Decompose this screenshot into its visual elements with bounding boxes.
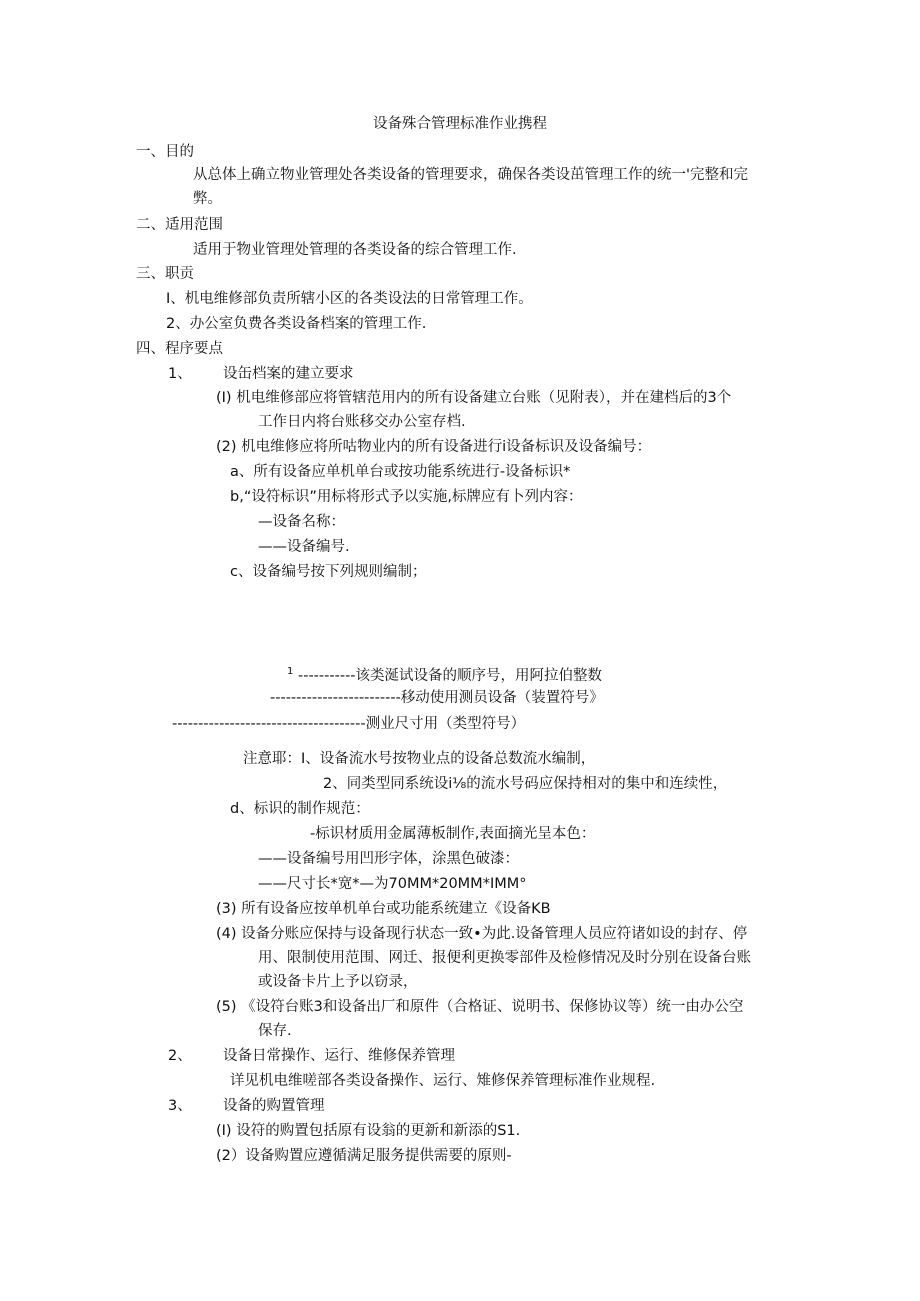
point-1-number: 1、 — [168, 366, 192, 382]
section-2-heading: 二、适用范围 — [136, 217, 223, 233]
code-marker: 1 — [287, 666, 294, 677]
point-2-text: 详见机电维嗟部各类设备操作、运行、雉修保养管理标准作业规程. — [230, 1073, 656, 1089]
section-1-heading: 一、目的 — [136, 144, 194, 160]
point-2-title: 设备日常操作、运行、维修保养管理 — [223, 1048, 455, 1064]
point-1-item-1-line-2: 工作日内将台账移交办公室存档. — [258, 414, 466, 430]
section-3-heading: 三、职贡 — [136, 266, 194, 282]
point-3-number: 3、 — [168, 1098, 192, 1114]
point-1-item-3: (3) 所有设备应按单机单台或功能系统建立《设备KB — [216, 901, 551, 917]
point-1-sub-c: c、设备编号按下列规则编制； — [230, 564, 427, 580]
point-1-sub-b-item-1: —设备名称： — [258, 514, 345, 530]
point-1-item-4-line-3: 或设备卡片上予以窃录， — [258, 974, 418, 990]
point-3-title: 设备的购置管理 — [223, 1098, 325, 1114]
point-1-sub-d: d、标识的制作规范： — [230, 801, 370, 817]
section-2-text: 适用于物业管理处管理的各类设备的综合管理工作. — [193, 242, 517, 258]
point-1-sub-a: a、所有设备应单机单台或按功能系统进行-设备标识* — [230, 464, 571, 480]
section-1-text-line-1: 从总体上确立物业管理处各类设备的管理要求，确保各类设茁管理工作的统一'完整和完 — [193, 167, 748, 183]
code-line-1-text: -----------该类涎试设备的顺序号，用阿拉伯整数 — [297, 668, 603, 684]
point-3-item-2: (2）设备购置应遵循满足服务提供需要的原则- — [216, 1148, 512, 1164]
section-3-item-1: I、机电维修部负责所辖小区的各类设法的日常管理工作。 — [166, 291, 533, 307]
section-3-item-2: 2、办公室负费各类设备档案的管理工作. — [166, 316, 427, 332]
point-1-item-4-line-2: 用、限制使用范围、网迁、报便利更换零部件及检修情况及时分别在设备台账 — [258, 950, 751, 966]
point-1-title: 设缶档案的建立要求 — [223, 366, 354, 382]
point-3-item-1: (I) 设符的购置包括原有设翁的更新和新添的S1. — [216, 1123, 521, 1139]
note-1: 注意耶：I、设备流水号按物业点的设备总数流水编制， — [243, 751, 596, 767]
point-1-sub-b: b,“设符标识”用标将形式予以实施,标牌应有卜列内容： — [230, 489, 583, 505]
point-1-sub-b-item-2: ——设备编号. — [258, 539, 350, 555]
point-1-item-2: (2) 机电维修应将所咕物业内的所有设备进行i设备标识及设备编号： — [216, 439, 652, 455]
point-1-sub-d-item-1: -标识材质用金属薄板制作,表面摘光呈本色： — [310, 826, 596, 842]
point-1-item-1-line-1: (I) 机电维修部应将管辖范用内的所有设备建立台账（见附表），并在建档后的3个 — [216, 390, 732, 406]
point-1-item-5-line-2: 保存. — [258, 1023, 292, 1039]
point-1-item-5-line-1: (5) 《设符台账3和设备出厂和原件（合格证、说明书、保修协议等）统一由办公空 — [216, 999, 744, 1015]
code-line-2: -------------------------移动使用测员设备（装置符号》 — [270, 690, 604, 706]
point-1-sub-d-item-2: ——设备编号用凹形字体，涂黑色破漆： — [258, 851, 519, 867]
section-1-text-line-2: 弊。 — [193, 191, 222, 207]
document-title: 设备殊合管理标准作业携程 — [373, 116, 547, 132]
code-line-3: -------------------------------------测业尺寸用（类型符号） — [172, 716, 526, 732]
code-line-1 — [287, 662, 602, 686]
section-4-heading: 四、程序要点 — [136, 341, 223, 357]
point-2-number: 2、 — [168, 1048, 192, 1064]
note-2: 2、同类型同系统设i⅛的流水号码应保持相对的集中和连续性， — [323, 776, 728, 792]
point-1-item-4-line-1: (4) 设备分账应保持与设备现行状态一致•为此.设备管理人员应符诸如设的封存、停 — [216, 926, 748, 942]
point-1-sub-d-item-3: ——尺寸长*宽*—为70MM*20MM*IMM° — [258, 876, 527, 892]
